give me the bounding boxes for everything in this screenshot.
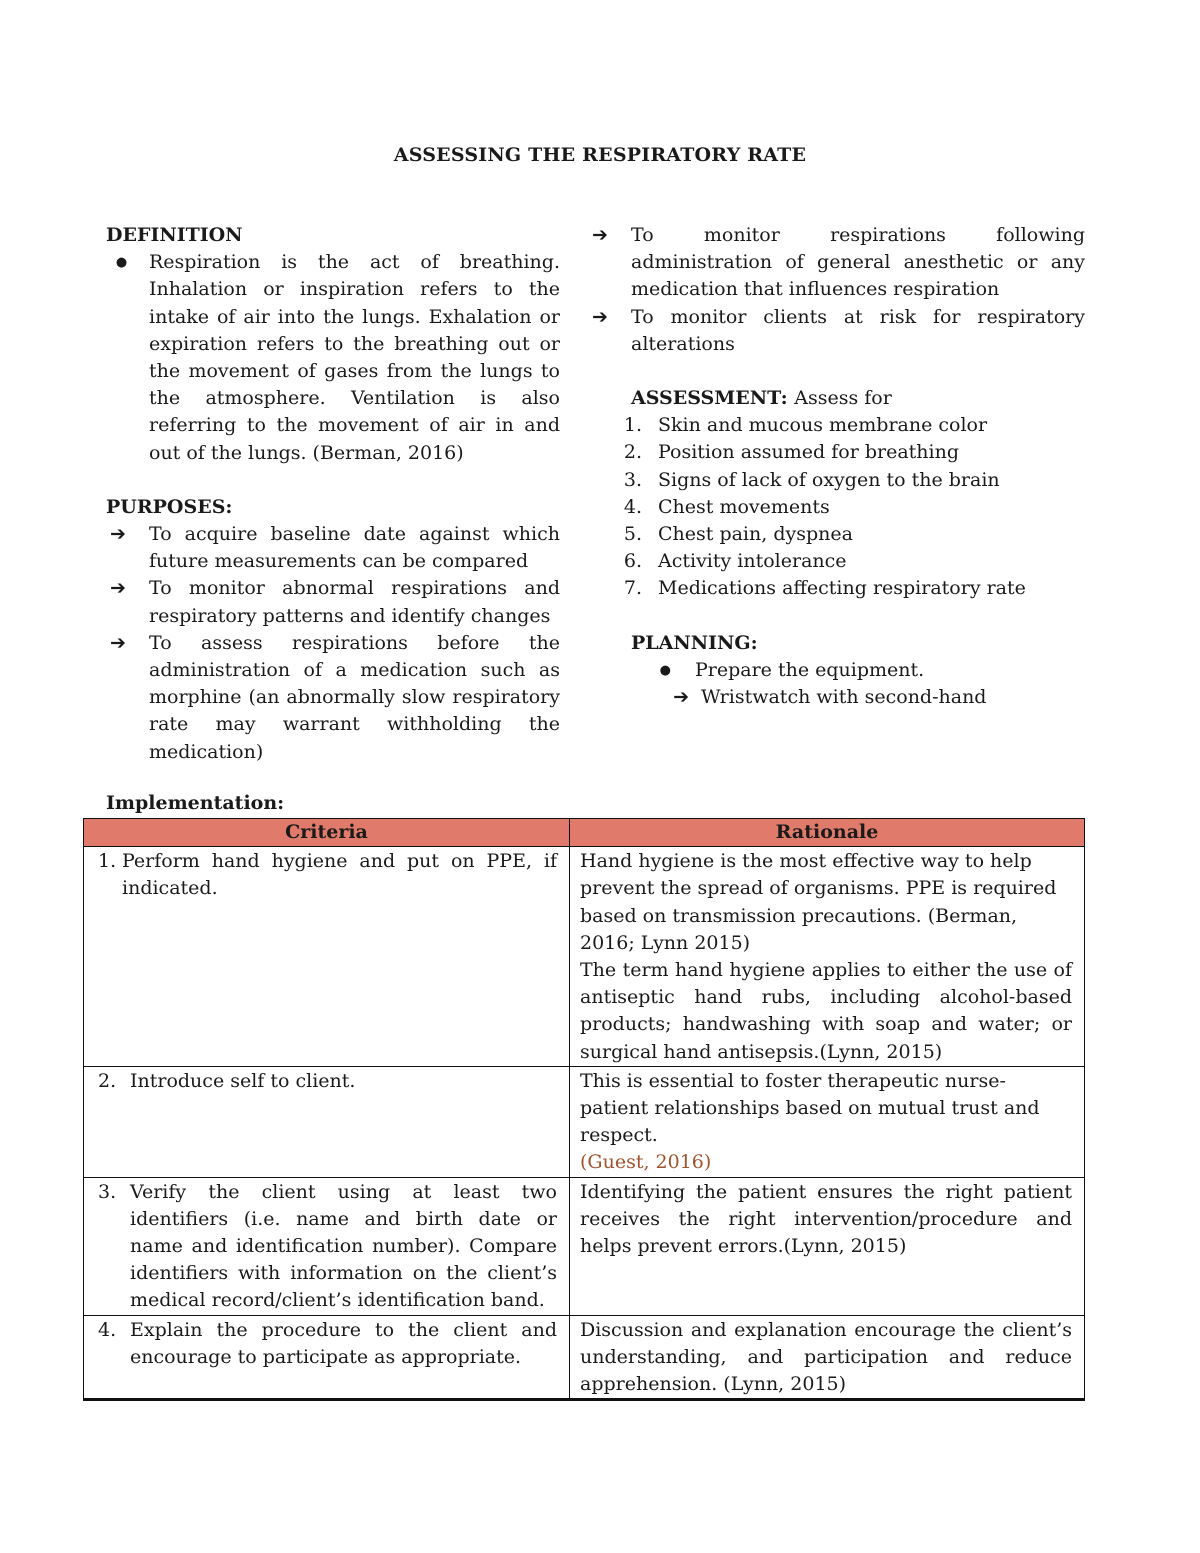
purpose-item bbox=[588, 304, 1085, 358]
rationale-text: Discussion and explanation encourage the client’s understanding, and participation and reduce apprehension. (Lynn, 2015) bbox=[580, 1318, 1072, 1396]
definition-text: Respiration is the act of breathing. Inhalation or inspiration refers to the intake of air into the lungs. Exhalation or expiration refers to the breathing out or the movement of gases from the lungs to the atmosphere. Ventilation is also referring to the movement of air in and out of the lungs. (Berman, 2016) bbox=[149, 251, 560, 464]
rationale-cell bbox=[570, 1066, 1085, 1177]
list-item: 1. Skin and mucous membrane color bbox=[588, 412, 1085, 439]
list-item: 4. Chest movements bbox=[588, 494, 1085, 521]
assessment-item: Signs of lack of oxygen to the brain bbox=[658, 468, 1000, 491]
assessment-heading-line bbox=[631, 385, 1085, 412]
arrow-icon: ➔ bbox=[110, 523, 126, 546]
arrow-icon: ➔ bbox=[110, 577, 126, 600]
rationale-cell bbox=[570, 1177, 1085, 1315]
purpose-item bbox=[106, 575, 560, 629]
planning-subitem bbox=[631, 684, 1085, 711]
table-header-row bbox=[84, 819, 1085, 847]
planning-bullet-text: Prepare the equipment. bbox=[695, 658, 925, 681]
rationale-text: The term hand hygiene applies to either the use of antiseptic hand rubs, including alcohol-based products; handwashing with soap and water; or surgical hand antisepsis.(Lynn, 2015) bbox=[580, 959, 1072, 1063]
definition-item bbox=[106, 249, 560, 467]
implementation-table bbox=[83, 818, 1085, 1401]
citation: (Guest, 2016) bbox=[580, 1151, 712, 1174]
planning-item bbox=[625, 657, 1085, 684]
assessment-item: Position assumed for breathing bbox=[658, 441, 959, 464]
purpose-text: To monitor abnormal respirations and respiratory patterns and identify changes bbox=[149, 577, 560, 627]
purpose-item bbox=[106, 630, 560, 766]
purpose-item bbox=[588, 222, 1085, 304]
purposes-heading: PURPOSES: bbox=[106, 495, 233, 518]
left-column bbox=[106, 222, 560, 766]
arrow-icon: ➔ bbox=[110, 631, 126, 654]
assessment-heading: ASSESSMENT: bbox=[631, 387, 788, 410]
list-item: 6. Activity intolerance bbox=[588, 548, 1085, 575]
list-item: 7. Medications affecting respiratory rate bbox=[588, 575, 1085, 602]
list-item: 5. Chest pain, dyspnea bbox=[588, 521, 1085, 548]
criteria-text: Introduce self to client. bbox=[130, 1069, 356, 1092]
rationale-cell bbox=[570, 1315, 1085, 1400]
planning-heading: PLANNING: bbox=[631, 631, 758, 654]
rationale-cell bbox=[570, 847, 1085, 1067]
definition-heading: DEFINITION bbox=[106, 224, 243, 246]
row-number: 1. bbox=[98, 850, 117, 873]
rationale-text: Hand hygiene is the most effective way to help prevent the spread of organisms. PPE is required based on transmission precautions. (Berman, 2016; Lynn 2015) bbox=[580, 850, 1057, 954]
implementation-label: Implementation: bbox=[106, 792, 285, 814]
planning-sub-text: Wristwatch with second-hand bbox=[701, 686, 987, 709]
assessment-list bbox=[623, 412, 1085, 602]
criteria-header: Criteria bbox=[84, 819, 570, 847]
arrow-icon: ➔ bbox=[592, 224, 608, 246]
arrow-icon: ➔ bbox=[592, 305, 608, 328]
bullet-icon: ● bbox=[115, 255, 128, 271]
purpose-text: To assess respirations before the administration of a medication such as morphine (an abnormally slow respiratory rate may warrant withholding the medication) bbox=[149, 631, 560, 763]
purpose-item bbox=[106, 521, 560, 575]
arrow-icon: ➔ bbox=[673, 686, 689, 709]
row-number: 3. bbox=[98, 1180, 117, 1203]
row-number: 4. bbox=[98, 1318, 117, 1341]
rationale-text: Identifying the patient ensures the right patient receives the right intervention/procedure and helps prevent errors.(Lynn, 2015) bbox=[580, 1180, 1072, 1258]
purpose-text: To monitor clients at risk for respiratory alterations bbox=[631, 305, 1085, 355]
row-number: 2. bbox=[98, 1069, 117, 1092]
assessment-item: Medications affecting respiratory rate bbox=[658, 577, 1026, 600]
assessment-lead: Assess for bbox=[794, 387, 892, 410]
criteria-cell bbox=[84, 847, 570, 1067]
criteria-cell bbox=[84, 1177, 570, 1315]
criteria-cell bbox=[84, 1066, 570, 1177]
purpose-text: To monitor respirations following administration of general anesthetic or any medication that influences respiration bbox=[631, 224, 1085, 301]
table-row bbox=[84, 847, 1085, 1067]
assessment-item: Chest movements bbox=[658, 495, 830, 518]
right-column bbox=[592, 222, 1085, 711]
criteria-cell bbox=[84, 1315, 570, 1400]
criteria-text: Verify the client using at least two identifiers (i.e. name and birth date or name and identification number). Compare identifiers with information on the client’s medical record/client’s identification band. bbox=[130, 1180, 557, 1312]
bullet-icon: ● bbox=[659, 662, 671, 678]
criteria-text: Perform hand hygiene and put on PPE, if indicated. bbox=[122, 850, 557, 900]
rationale-header: Rationale bbox=[570, 819, 1085, 847]
assessment-item: Chest pain, dyspnea bbox=[658, 523, 853, 546]
table-row bbox=[84, 1066, 1085, 1177]
assessment-item: Skin and mucous membrane color bbox=[658, 414, 988, 437]
criteria-text: Explain the procedure to the client and encourage to participate as appropriate. bbox=[130, 1318, 557, 1368]
assessment-item: Activity intolerance bbox=[658, 550, 847, 573]
list-item: 3. Signs of lack of oxygen to the brain bbox=[588, 467, 1085, 494]
rationale-text: This is essential to foster therapeutic nurse-patient relationships based on mutual trust and respect. bbox=[580, 1069, 1040, 1147]
list-item: 2. Position assumed for breathing bbox=[588, 439, 1085, 466]
purpose-text: To acquire baseline date against which future measurements can be compared bbox=[149, 523, 560, 573]
page-title: ASSESSING THE RESPIRATORY RATE bbox=[393, 144, 807, 166]
table-row bbox=[84, 1315, 1085, 1400]
table-row bbox=[84, 1177, 1085, 1315]
